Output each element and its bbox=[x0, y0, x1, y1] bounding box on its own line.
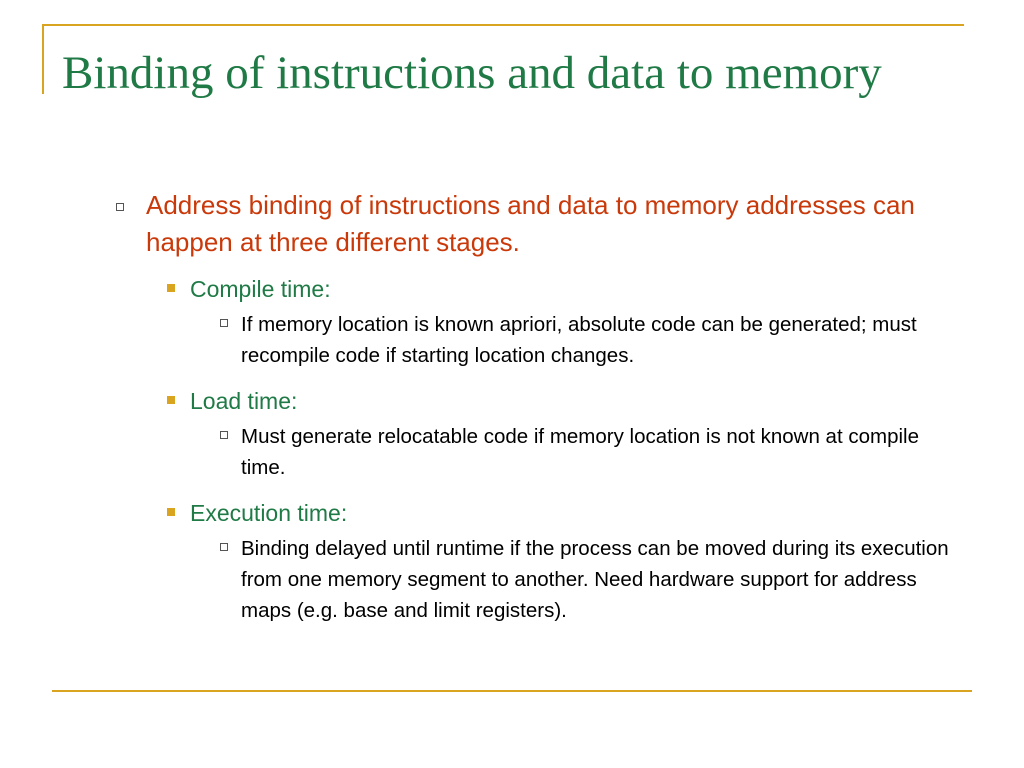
left-frame-line bbox=[42, 24, 44, 94]
main-bullet-text: Address binding of instructions and data to memory addresses can happen at three different stages. bbox=[146, 190, 915, 257]
hollow-square-bullet-icon bbox=[220, 431, 228, 439]
hollow-square-bullet-icon bbox=[116, 203, 124, 211]
stage-label: Execution time: bbox=[190, 500, 348, 526]
top-frame-line bbox=[42, 24, 964, 26]
hollow-square-bullet-icon bbox=[220, 319, 228, 327]
stage-load-time-detail bbox=[110, 421, 950, 483]
filled-square-bullet-icon bbox=[167, 396, 175, 404]
filled-square-bullet-icon bbox=[167, 508, 175, 516]
stage-execution-time bbox=[110, 497, 950, 529]
stage-compile-time-detail bbox=[110, 309, 950, 371]
stage-label: Load time: bbox=[190, 388, 298, 414]
slide-title: Binding of instructions and data to memory bbox=[62, 47, 882, 99]
stage-execution-time-detail bbox=[110, 533, 950, 626]
stage-detail-text: Binding delayed until runtime if the process can be moved during its execution from one memory segment to another. Need hardware support for address maps (e.g. base and limit registers). bbox=[241, 537, 949, 622]
stage-compile-time bbox=[110, 273, 950, 305]
stage-detail-text: If memory location is known apriori, absolute code can be generated; must recompile code if starting location changes. bbox=[241, 313, 917, 367]
stage-detail-text: Must generate relocatable code if memory location is not known at compile time. bbox=[241, 425, 919, 479]
filled-square-bullet-icon bbox=[167, 284, 175, 292]
slide-body bbox=[110, 187, 950, 640]
hollow-square-bullet-icon bbox=[220, 543, 228, 551]
stage-load-time bbox=[110, 385, 950, 417]
stage-label: Compile time: bbox=[190, 276, 331, 302]
bottom-frame-line bbox=[52, 690, 972, 692]
main-bullet-item bbox=[110, 187, 950, 261]
